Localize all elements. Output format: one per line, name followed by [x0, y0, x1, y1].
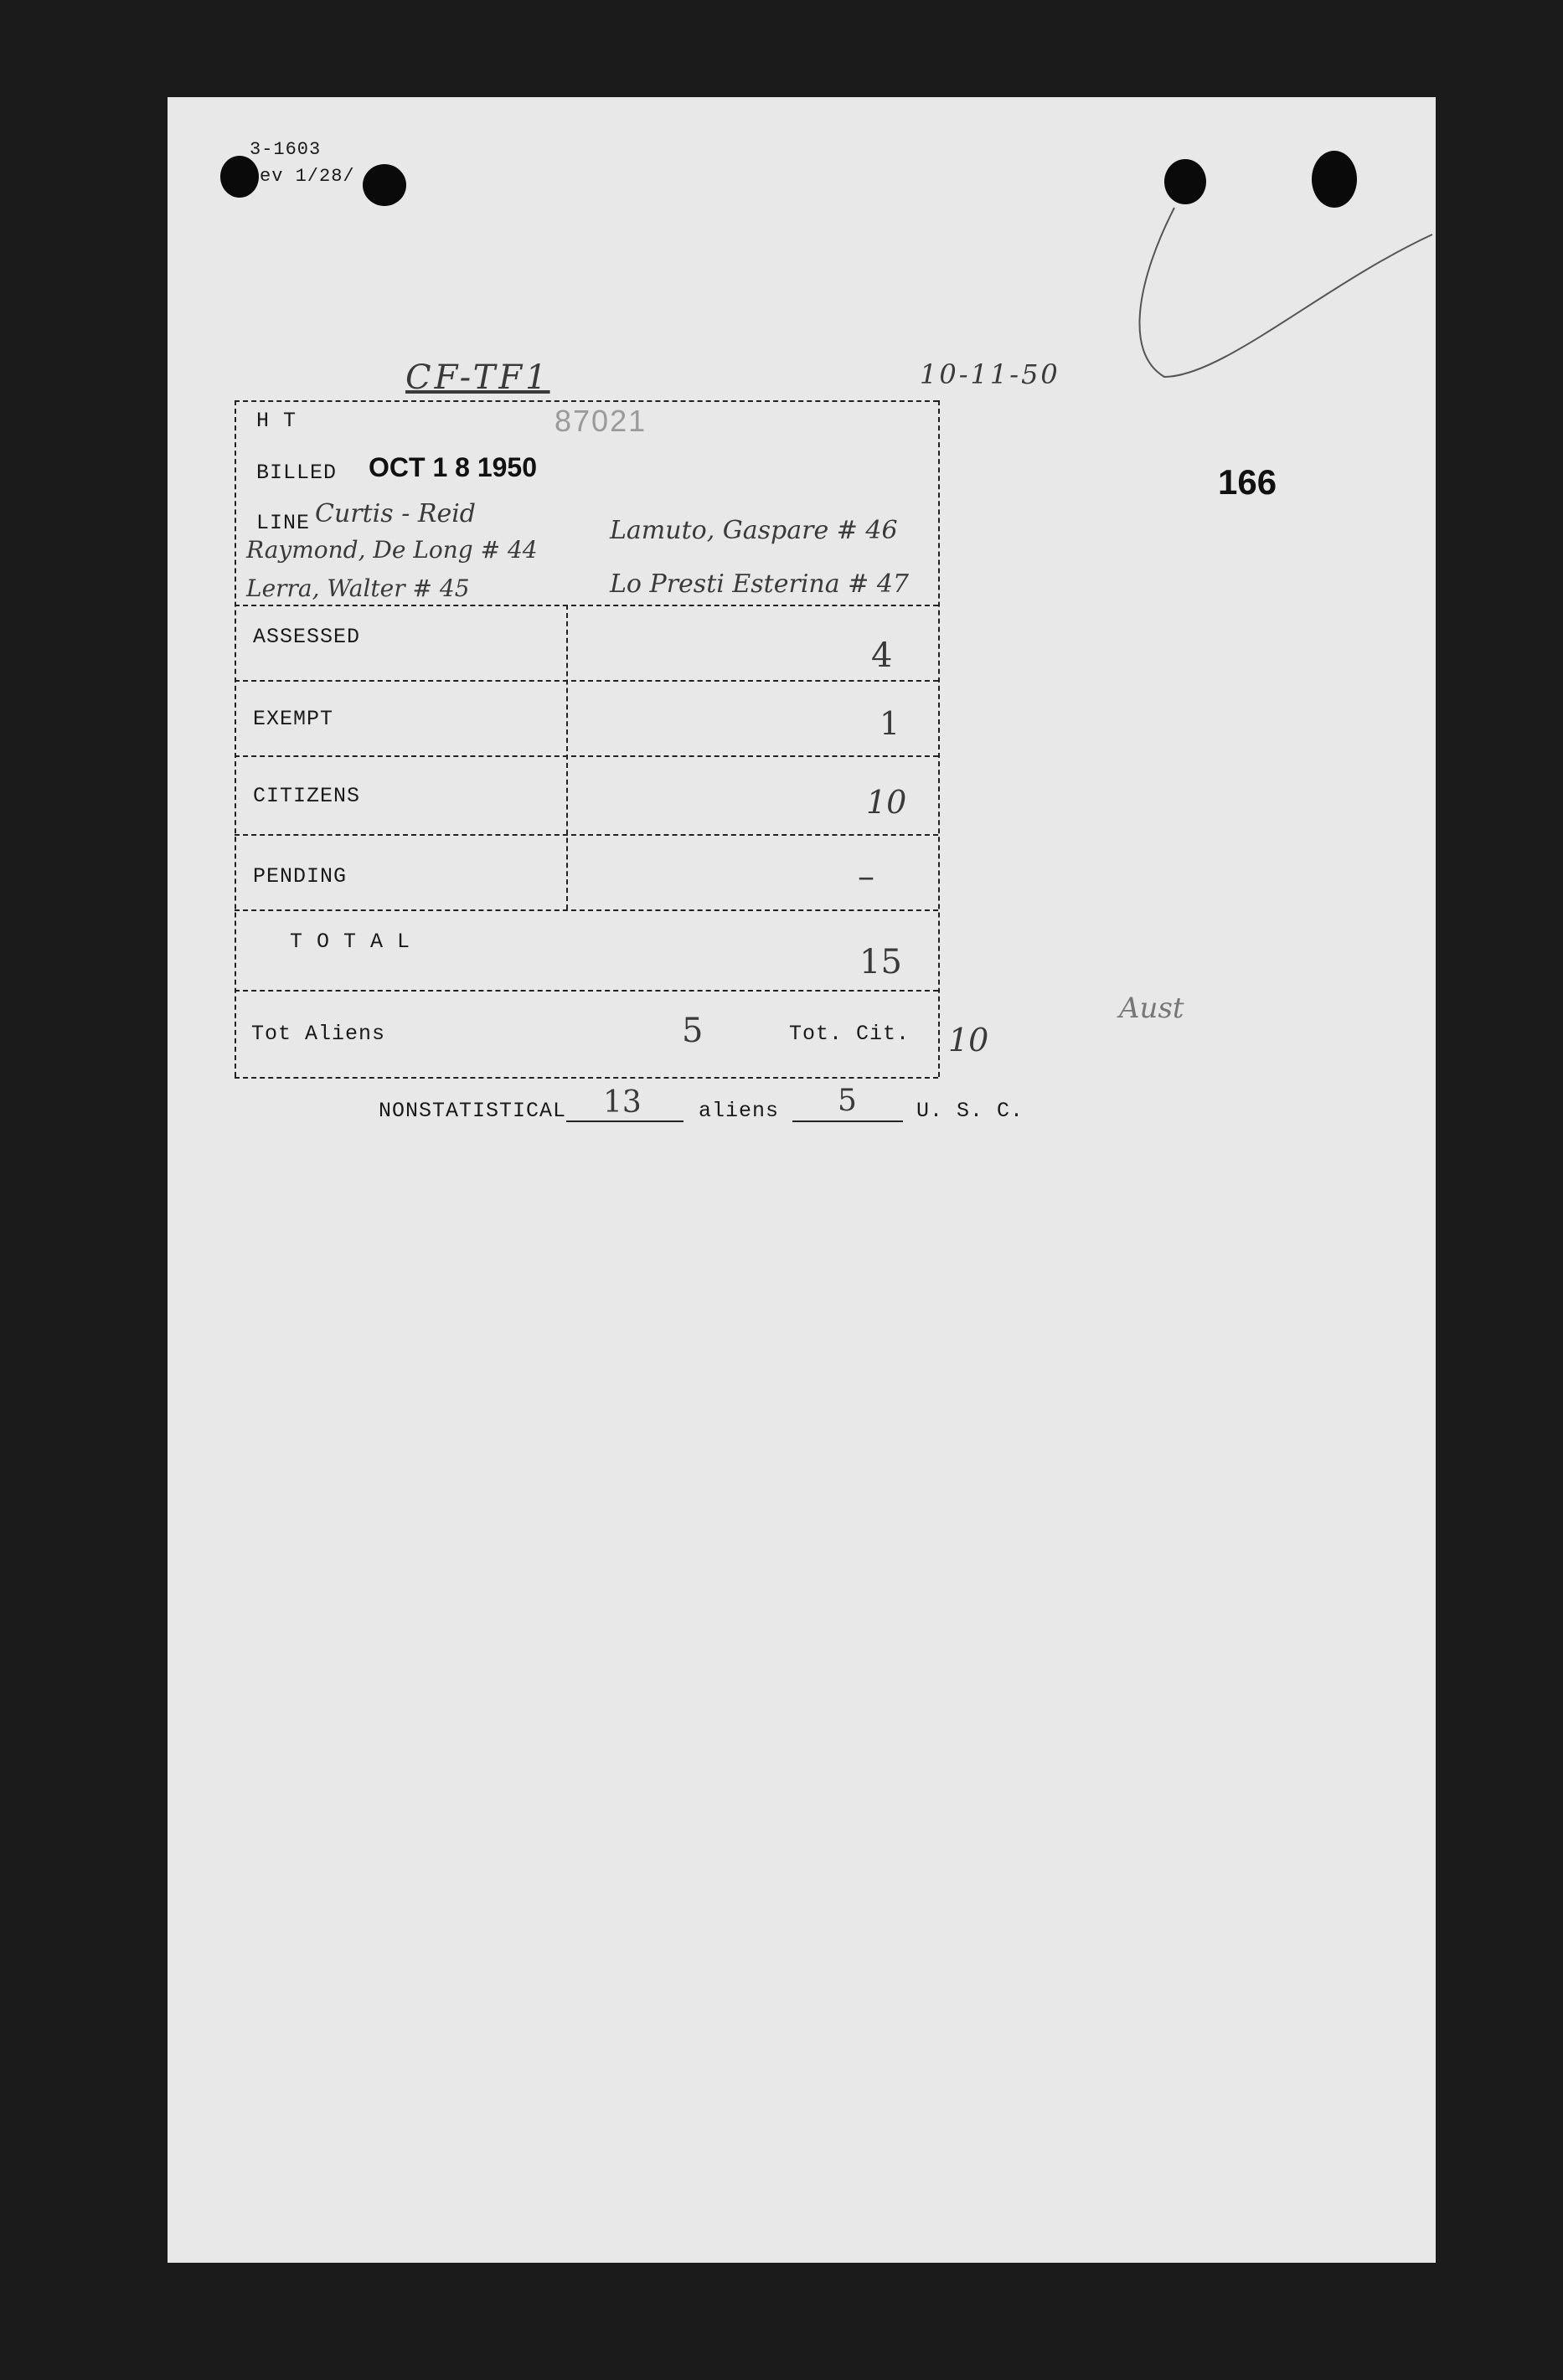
row-divider: [235, 605, 938, 606]
row-divider: [235, 755, 938, 757]
tot-aliens-label: Tot Aliens: [251, 1022, 386, 1046]
page-number: 166: [1218, 462, 1277, 502]
line-entry: Raymond, De Long # 44: [246, 536, 538, 564]
usc-label: U. S. C.: [916, 1099, 1024, 1123]
form-border: [235, 400, 938, 402]
pending-label: PENDING: [253, 864, 348, 889]
tot-aliens-value: 5: [682, 1012, 704, 1050]
total-value: 15: [859, 943, 902, 981]
punch-hole-left-2: [363, 164, 406, 206]
assessed-label: ASSESSED: [253, 625, 361, 649]
form-number: 3-1603: [250, 139, 322, 160]
form-border: [938, 400, 940, 1077]
handwritten-code: CF-TF1: [405, 358, 550, 397]
aliens-underline: [792, 1120, 903, 1122]
tot-cit-value: 10: [948, 1022, 989, 1059]
row-divider: [235, 680, 938, 682]
aliens-value: 5: [838, 1084, 857, 1118]
citizens-label: CITIZENS: [253, 784, 361, 808]
form-border: [235, 1077, 938, 1079]
exempt-value: 1: [880, 705, 900, 742]
line-entry: Lo Presti Esterina # 47: [610, 569, 910, 599]
form-border: [235, 400, 236, 1077]
assessed-value: 4: [871, 636, 893, 675]
line-entry: Curtis - Reid: [315, 499, 477, 528]
row-divider: [235, 909, 938, 911]
aliens-label: aliens: [699, 1099, 780, 1123]
billed-stamp: OCT 1 8 1950: [369, 452, 537, 482]
row-divider: [235, 990, 938, 992]
nonstatistical-label: NONSTATISTICAL: [379, 1099, 567, 1123]
pencil-stroke: [1122, 184, 1441, 394]
statistics-form: [235, 301, 938, 1050]
line-entry: Lerra, Walter # 45: [246, 574, 470, 602]
total-label: T O T A L: [290, 930, 411, 954]
ht-value: 87021: [555, 404, 647, 438]
pending-value: –: [858, 858, 874, 896]
tot-cit-label: Tot. Cit.: [789, 1022, 910, 1046]
citizens-value: 10: [866, 784, 907, 821]
column-divider: [566, 605, 568, 909]
ht-label: H T: [256, 409, 297, 433]
header-date: 10-11-50: [920, 358, 1060, 390]
line-label: LINE: [256, 511, 311, 535]
punch-hole-left: [220, 156, 259, 198]
nonstatistical-value: 13: [603, 1085, 642, 1120]
row-divider: [235, 834, 938, 836]
line-entry: Lamuto, Gaspare # 46: [610, 516, 898, 545]
form-revision: ev 1/28/: [260, 166, 355, 187]
billed-label: BILLED: [256, 461, 338, 485]
nonstatistical-underline: [566, 1120, 683, 1122]
initials: Aust: [1119, 992, 1184, 1025]
exempt-label: EXEMPT: [253, 707, 334, 731]
